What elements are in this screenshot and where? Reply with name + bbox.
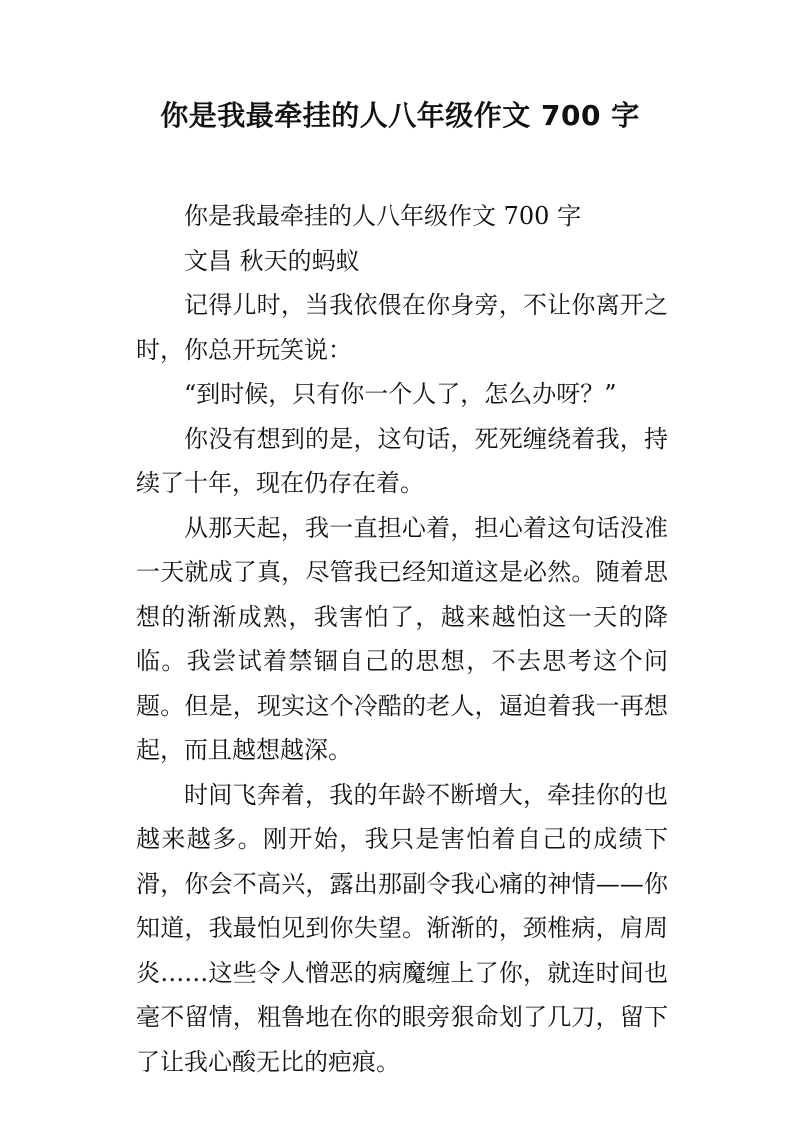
document-body: [136, 194, 668, 1084]
document-title: 你是我最牵挂的人八年级作文 700 字: [160, 99, 640, 132]
paragraph: 你没有想到的是，这句话，死死缠绕着我，持续了十年，现在仍存在着。: [136, 424, 668, 497]
paragraph: 时间飞奔着，我的年龄不断增大，牵挂你的也越来越多。刚开始，我只是害怕着自己的成绩下滑，你会不高兴，露出那副令我心痛的神情——你知道，我最怕见到你失望。渐渐的，颈椎病，肩周炎……这些令人憎恶的病魔缠上了你，就连时间也毫不留情，粗鲁地在你的眼旁狠命划了几刀，留下了让我心酸无比的疤痕。: [136, 780, 668, 1076]
paragraph: 记得儿时，当我依偎在你身旁，不让你离开之时，你总开玩笑说：: [136, 291, 668, 364]
paragraph-author: 文昌 秋天的蚂蚁: [184, 246, 360, 275]
paragraph: 从那天起，我一直担心着，担心着这句话没准一天就成了真，尽管我已经知道这是必然。随着思想的渐渐成熟，我害怕了，越来越怕这一天的降临。我尝试着禁锢自己的思想，不去思考这个问题。但是，现实这个冷酷的老人，逼迫着我一再想起，而且越想越深。: [136, 513, 668, 764]
paragraph-quote: “到时候，只有你一个人了，怎么办呀？”: [184, 380, 617, 408]
paragraph-subtitle: 你是我最牵挂的人八年级作文 700 字: [184, 202, 582, 230]
